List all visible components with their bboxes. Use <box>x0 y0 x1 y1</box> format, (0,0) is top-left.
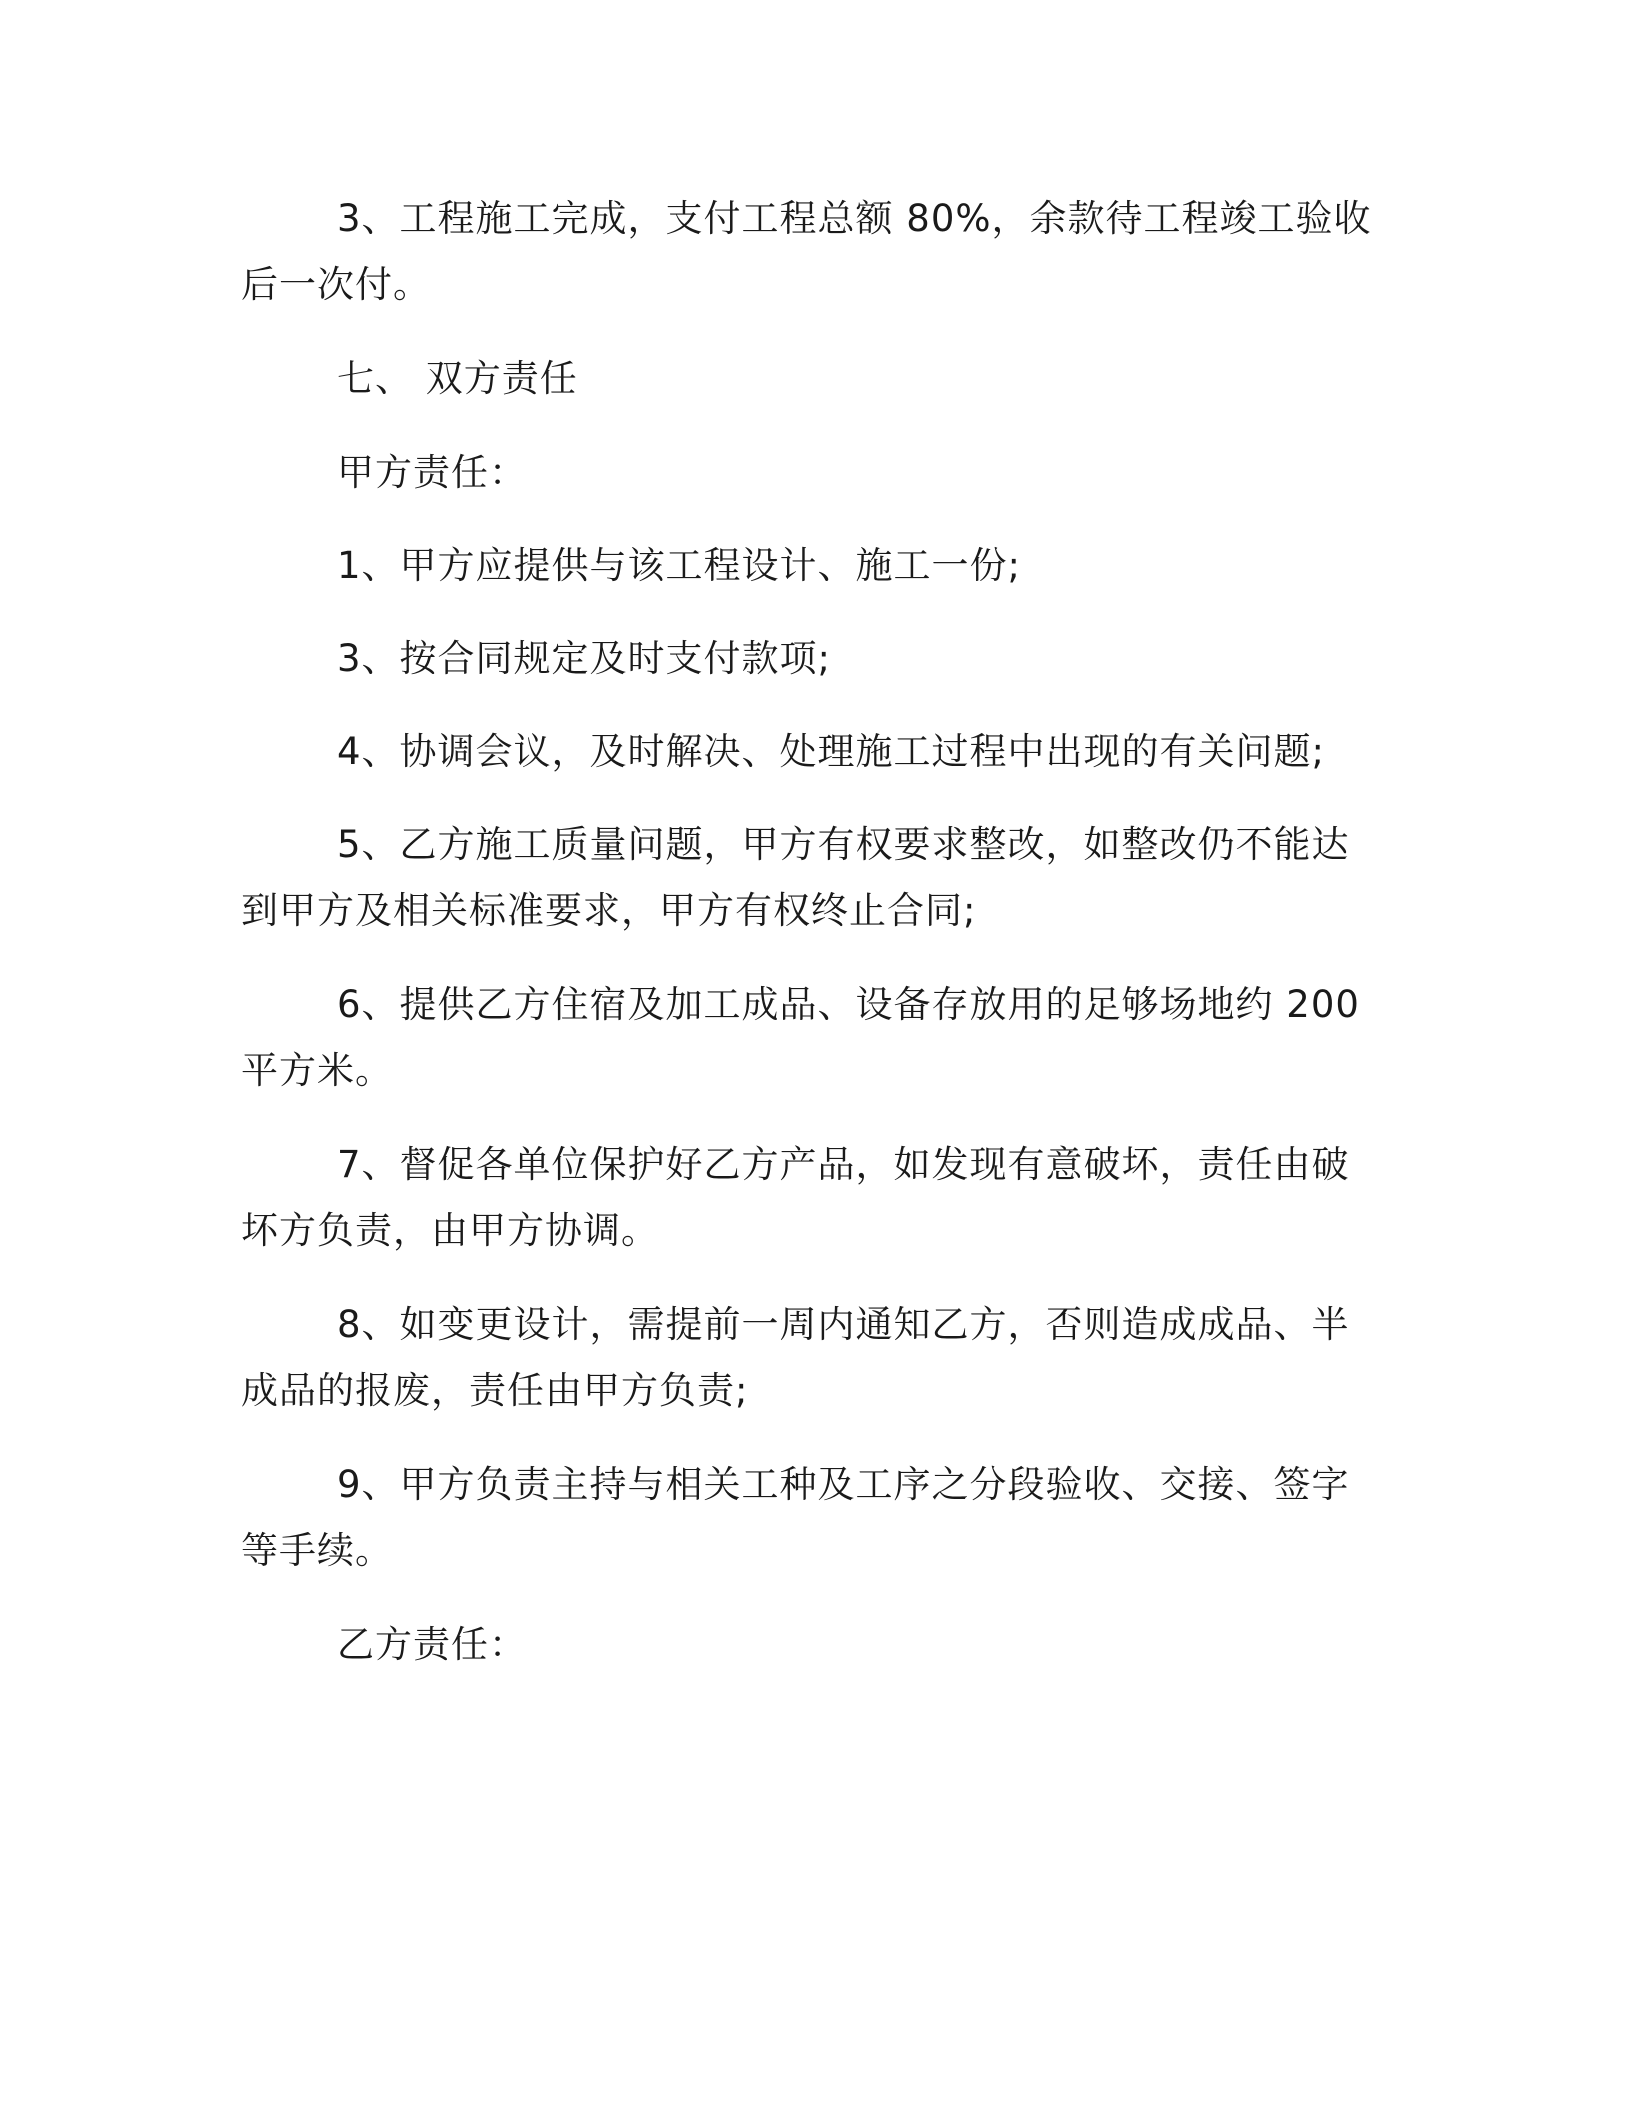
party-a-item-1: 1、甲方应提供与该工程设计、施工一份; <box>337 544 1022 587</box>
party-a-heading: 甲方责任： <box>337 451 527 494</box>
party-a-item-6: 6、提供乙方住宿及加工成品、设备存放用的足够场地约 200 平方米。 <box>241 983 1360 1092</box>
party-a-item-4: 4、协调会议，及时解决、处理施工过程中出现的有关问题; <box>337 730 1326 773</box>
party-a-item-7: 7、督促各单位保护好乙方产品，如发现有意破坏，责任由破坏方负责，由甲方协调。 <box>241 1143 1350 1252</box>
party-a-item-9: 9、甲方负责主持与相关工种及工序之分段验收、交接、签字等手续。 <box>241 1463 1350 1572</box>
payment-clause-3: 3、工程施工完成，支付工程总额 80%，余款待工程竣工验收后一次付。 <box>241 197 1372 306</box>
party-a-item-5: 5、乙方施工质量问题，甲方有权要求整改，如整改仍不能达到甲方及相关标准要求，甲方有权终止合同; <box>241 823 1350 932</box>
party-b-heading: 乙方责任： <box>337 1623 527 1666</box>
party-a-item-8: 8、如变更设计，需提前一周内通知乙方，否则造成成品、半成品的报废，责任由甲方负责; <box>241 1303 1350 1412</box>
party-a-item-3: 3、按合同规定及时支付款项; <box>337 637 832 680</box>
section-heading-responsibilities: 七、 双方责任 <box>337 357 578 400</box>
